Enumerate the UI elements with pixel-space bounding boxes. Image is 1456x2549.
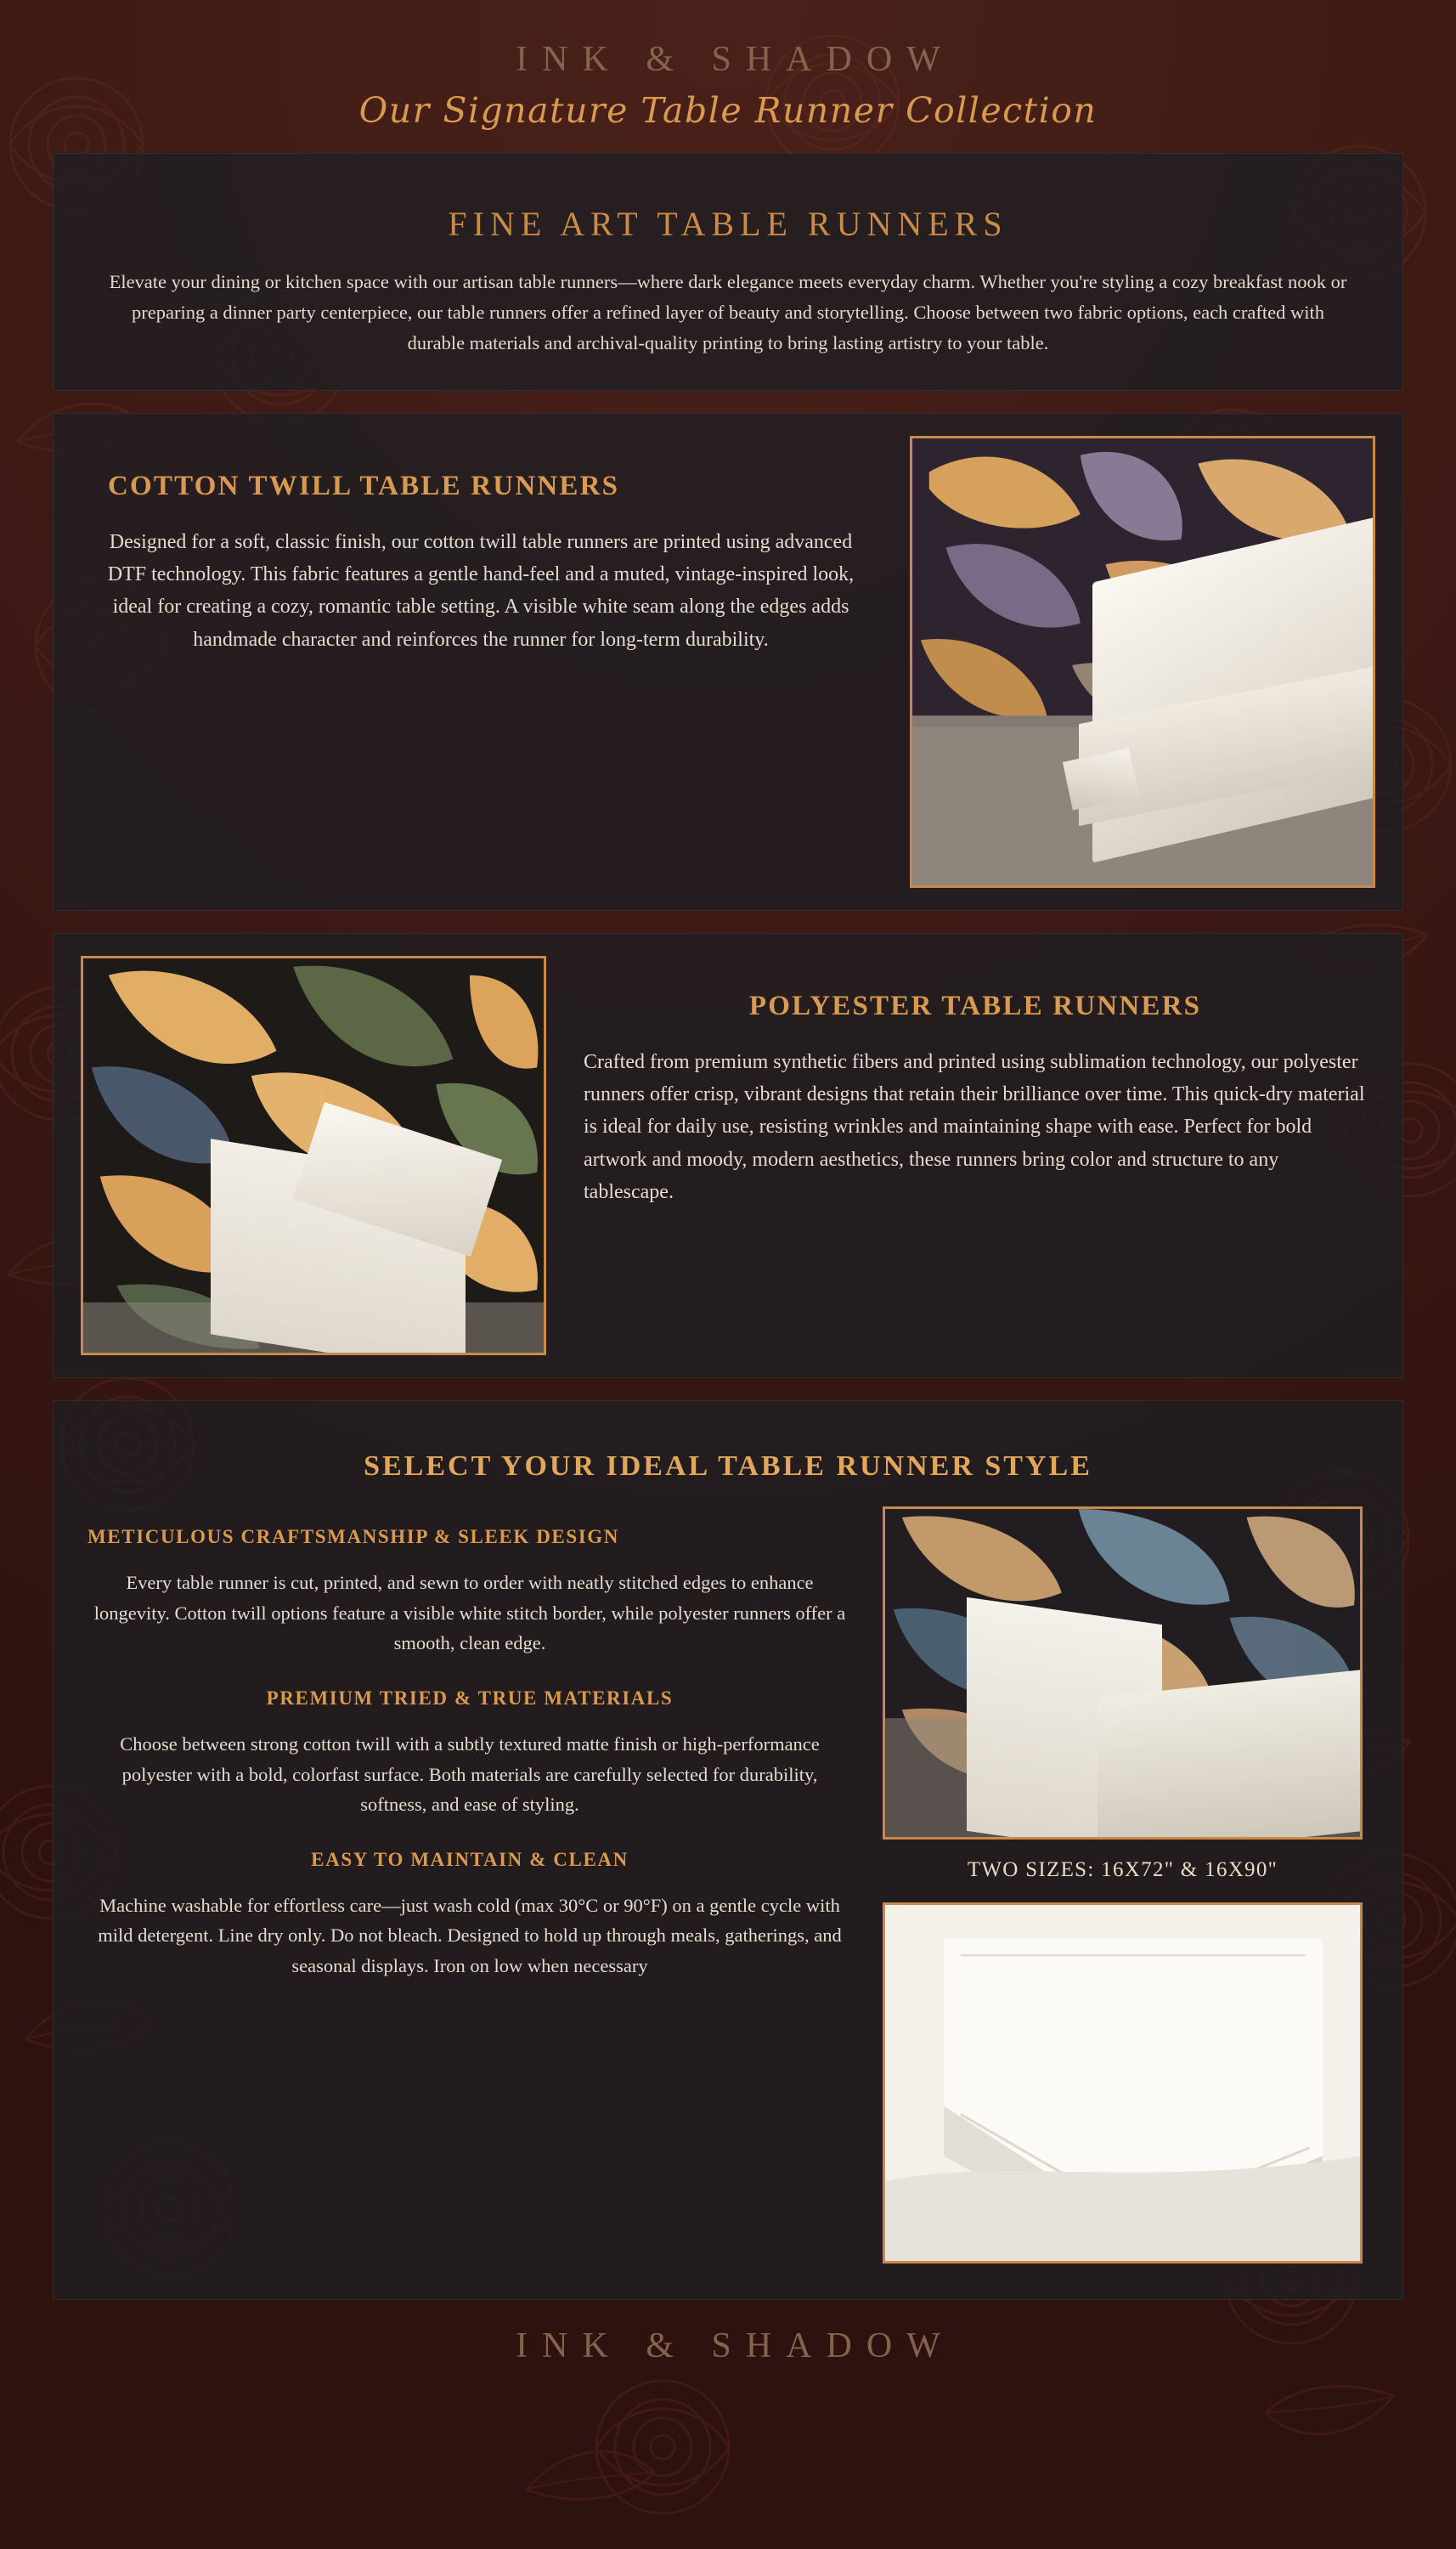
footer <box>53 2326 1403 2366</box>
cotton-twill-title: COTTON TWILL TABLE RUNNERS <box>108 471 620 502</box>
feature-maintenance <box>87 1849 852 1981</box>
polyester-body: Crafted from premium synthetic fibers and printed using sublimation technology, our polyester runners offer crisp, vibrant designs that retain their brilliance over time. This quick-dry material is ideal for daily use, resisting wrinkles and maintaining shape with ease. Perfect for bold artwork and moody, modern aesthetics, these runners bring color and structure to any tablescape. <box>584 1050 1365 1204</box>
polyester-title: POLYESTER TABLE RUNNERS <box>748 991 1202 1022</box>
brand-name-top: INK & SHADOW <box>516 40 955 79</box>
feature-materials-title: PREMIUM TRIED & TRUE MATERIALS <box>266 1687 674 1709</box>
intro-section <box>53 153 1403 391</box>
stitched-edge-detail-photo <box>883 1506 1363 1840</box>
cotton-twill-body: Designed for a soft, classic finish, our cotton twill table runners are printed using advanced DTF technology. This fabric features a gentle hand-feel and a muted, vintage-inspired look, ideal for creating a cozy, romantic table setting. A visible white seam along the edges adds handmade character and reinforces the runner for long-term durability. <box>107 530 855 651</box>
feature-list <box>87 1506 852 2264</box>
feature-craftsmanship-title: METICULOUS CRAFTSMANSHIP & SLEEK DESIGN <box>87 1526 620 1548</box>
selector-media-column <box>883 1506 1363 2264</box>
polyester-runner-photo <box>81 956 546 1355</box>
masthead <box>53 0 1403 131</box>
feature-maintenance-body: Machine washable for effortless care—just wash cold (max 30°C or 90°F) on a gentle cycle with mild detergent. Line dry only. Do not bleach. Designed to hold up through meals, gatherings, and seasonal displays. Iron on low when necessary <box>98 1894 842 1976</box>
sizes-label: TWO SIZES: 16X72" & 16X90" <box>967 1858 1278 1882</box>
feature-craftsmanship <box>87 1526 852 1659</box>
product-polyester <box>53 933 1403 1378</box>
white-corner-detail-photo <box>883 1902 1363 2264</box>
brand-name-bottom: INK & SHADOW <box>516 2326 955 2366</box>
feature-craftsmanship-body: Every table runner is cut, printed, and sewn to order with neatly stitched edges to enhance longevity. Cotton twill options feature a visible white stitch border, while polyester runners offer a smooth, clean edge. <box>93 1572 846 1654</box>
product-cotton-twill <box>53 413 1403 911</box>
feature-materials <box>87 1687 852 1820</box>
brand-tagline: Our Signature Table Runner Collection <box>358 90 1098 131</box>
cotton-twill-text <box>81 436 881 676</box>
feature-materials-body: Choose between strong cotton twill with a subtly textured matte finish or high-performance polyester with a bold, colorfast surface. Both materials are carefully selected for durability, softness, and ease of styling. <box>120 1732 820 1816</box>
polyester-text <box>575 956 1375 1229</box>
intro-body: Elevate your dining or kitchen space with our artisan table runners—where dark elegance meets everyday charm. Whether you're styling a cozy breakfast nook or preparing a dinner party centerpiece, our table runners offer a refined layer of beauty and storytelling. Choose between two fabric options, each crafted with durable materials and archival-quality printing to bring lasting artistry to your table. <box>109 270 1347 354</box>
selector-section <box>53 1400 1403 2300</box>
feature-maintenance-title: EASY TO MAINTAIN & CLEAN <box>311 1848 629 1870</box>
cotton-twill-runner-photo <box>910 436 1375 888</box>
selector-title: SELECT YOUR IDEAL TABLE RUNNER STYLE <box>364 1450 1092 1483</box>
intro-title: FINE ART TABLE RUNNERS <box>448 204 1008 243</box>
